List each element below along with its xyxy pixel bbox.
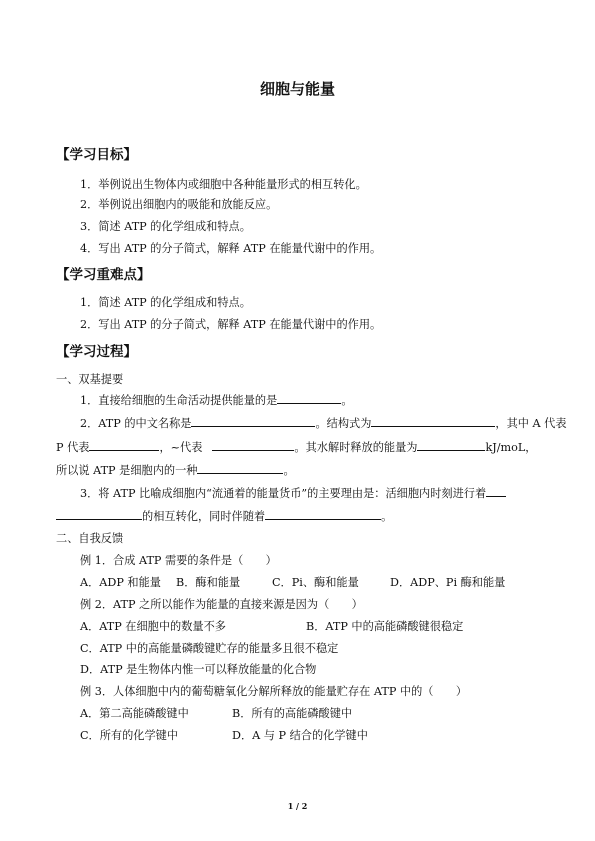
blank-field[interactable] bbox=[56, 508, 142, 520]
example-3-stem: 例 3．人体细胞中内的葡萄糖氧化分解所释放的能量贮存在 ATP 中的（ ） bbox=[80, 685, 468, 698]
option-item: B．所有的高能磷酸键中 bbox=[232, 707, 353, 720]
question-2-text: P 代表 bbox=[56, 441, 90, 454]
objective-item: 3．简述 ATP 的化学组成和特点。 bbox=[80, 220, 251, 233]
blank-field[interactable] bbox=[486, 485, 506, 497]
option-item: D．A 与 P 结合的化学键中 bbox=[232, 729, 368, 742]
option-item: D．ADP、Pi 酶和能量 bbox=[390, 576, 506, 589]
objective-item: 2．举例说出细胞内的吸能和放能反应。 bbox=[80, 198, 278, 211]
question-2-text: 。其水解时释放的能量为 bbox=[294, 441, 418, 454]
question-2-text: 。结构式为 bbox=[315, 417, 372, 430]
part1-heading: 一、双基提要 bbox=[56, 373, 124, 386]
option-item: A．第二高能磷酸键中 bbox=[80, 707, 189, 720]
page-number: 1 / 2 bbox=[287, 801, 308, 811]
blank-field[interactable] bbox=[417, 439, 485, 451]
option-item: D．ATP 是生物体内惟一可以释放能量的化合物 bbox=[80, 663, 317, 676]
question-2-text: ，其中 A 代表 bbox=[495, 417, 567, 430]
option-item: A．ADP 和能量 bbox=[80, 576, 161, 589]
question-2-text: 2．ATP 的中文名称是 bbox=[80, 417, 192, 430]
objectives-heading: 【学习目标】 bbox=[56, 147, 137, 163]
key-points-heading: 【学习重难点】 bbox=[56, 267, 151, 283]
example-1-stem: 例 1．合成 ATP 需要的条件是（ ） bbox=[80, 554, 277, 567]
question-2-text: ，~代表 bbox=[159, 441, 203, 454]
option-item: C．ATP 中的高能量磷酸键贮存的能量多且很不稳定 bbox=[80, 642, 339, 655]
option-item: B．ATP 中的高能磷酸键很稳定 bbox=[306, 620, 464, 633]
question-1-end: 。 bbox=[341, 394, 353, 407]
question-2-text: kJ/moL， bbox=[485, 441, 537, 454]
objective-item: 1．举例说出生物体内或细胞中各种能量形式的相互转化。 bbox=[80, 178, 367, 191]
objective-item: 4．写出 ATP 的分子简式，解释 ATP 在能量代谢中的作用。 bbox=[80, 242, 382, 255]
question-2-text: 所以说 ATP 是细胞内的一种 bbox=[56, 464, 198, 477]
blank-field[interactable] bbox=[212, 439, 294, 451]
option-item: B．酶和能量 bbox=[176, 576, 241, 589]
key-point-item: 2．写出 ATP 的分子简式，解释 ATP 在能量代谢中的作用。 bbox=[80, 318, 382, 331]
option-item: C．Pi、酶和能量 bbox=[272, 576, 359, 589]
question-2 bbox=[80, 415, 567, 431]
question-3 bbox=[80, 485, 506, 501]
question-3-cont bbox=[56, 508, 392, 524]
blank-field[interactable] bbox=[89, 439, 159, 451]
option-item: C．所有的化学键中 bbox=[80, 729, 179, 742]
blank-field[interactable] bbox=[277, 392, 341, 404]
option-item: A．ATP 在细胞中的数量不多 bbox=[80, 620, 226, 633]
question-2-cont bbox=[56, 439, 536, 455]
key-point-item: 1．简述 ATP 的化学组成和特点。 bbox=[80, 296, 251, 309]
process-heading: 【学习过程】 bbox=[56, 344, 137, 360]
page-title: 细胞与能量 bbox=[259, 80, 335, 98]
question-2-cont bbox=[56, 462, 295, 478]
example-2-stem: 例 2．ATP 之所以能作为能量的直接来源是因为（ ） bbox=[80, 598, 363, 611]
blank-field[interactable] bbox=[371, 415, 495, 427]
part2-heading: 二、自我反馈 bbox=[56, 532, 124, 545]
question-1 bbox=[80, 392, 353, 408]
blank-field[interactable] bbox=[265, 508, 381, 520]
question-3-text: 。 bbox=[381, 510, 393, 523]
question-3-text: 3．将 ATP 比喻成细胞内“流通着的能量货币”的主要理由是：活细胞内时刻进行着 bbox=[80, 487, 487, 500]
question-3-text: 的相互转化，同时伴随着 bbox=[142, 510, 266, 523]
question-1-text: 1．直接给细胞的生命活动提供能量的是 bbox=[80, 394, 278, 407]
blank-field[interactable] bbox=[197, 462, 283, 474]
question-2-text: 。 bbox=[283, 464, 295, 477]
blank-field[interactable] bbox=[191, 415, 315, 427]
